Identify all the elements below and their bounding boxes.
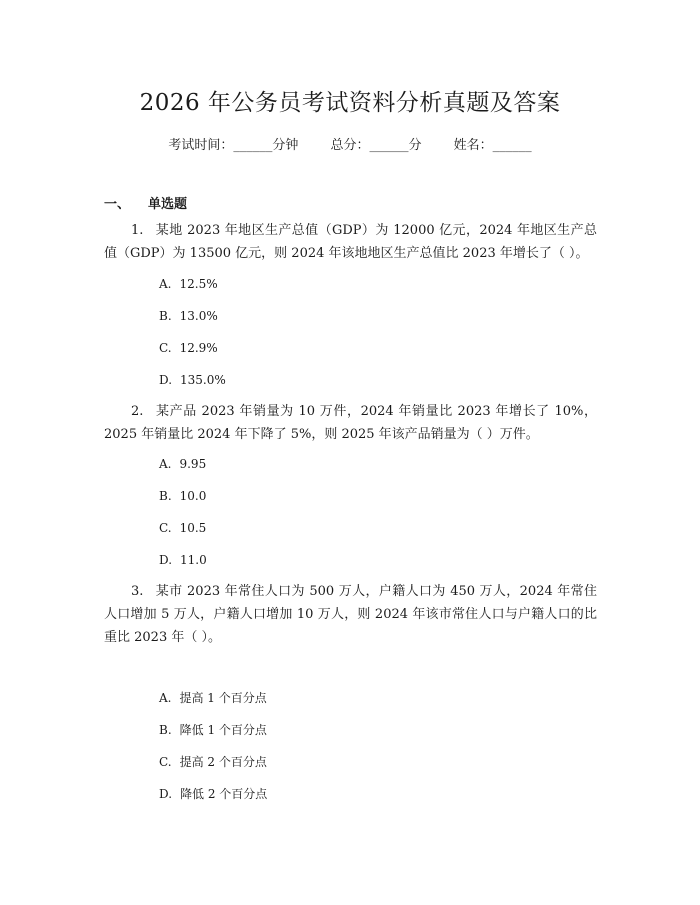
option-letter: D. xyxy=(159,787,173,801)
question-number: 3. xyxy=(131,584,144,599)
section-heading xyxy=(104,193,187,212)
question-number: 1. xyxy=(131,223,144,238)
option-letter: C. xyxy=(159,521,172,535)
exam-score-label: 总分： xyxy=(330,138,370,153)
option-letter: B. xyxy=(159,309,172,323)
option-text: 135.0% xyxy=(180,373,226,387)
question-text: 某地 2023 年地区生产总值（GDP）为 12000 亿元，2024 年地区生产总值（GDP）为 13500 亿元，则 2024 年该地地区生产总值比 2023 年增长了（ ）。 xyxy=(104,223,597,261)
page-title: 2026 年公务员考试资料分析真题及答案 xyxy=(139,90,561,116)
option-3d xyxy=(159,785,267,802)
exam-name-blank: ______ xyxy=(492,138,532,153)
question-text: 某市 2023 年常住人口为 500 万人，户籍人口为 450 万人，2024 年常住人口增加 5 万人，户籍人口增加 10 万人，则 2024 年该市常住人口与户籍人口的比重比 2023 年（ ）。 xyxy=(104,584,597,645)
option-text: 10.5 xyxy=(179,521,207,535)
exam-time xyxy=(168,138,298,153)
exam-meta xyxy=(0,134,700,153)
option-letter: D. xyxy=(159,553,173,567)
question-number: 2. xyxy=(131,404,144,419)
option-letter: C. xyxy=(159,755,172,769)
option-letter: B. xyxy=(159,489,172,503)
option-text: 提高 2 个百分点 xyxy=(179,755,267,769)
option-2b xyxy=(159,489,206,503)
exam-score-blank: ______ xyxy=(369,138,409,153)
option-1d xyxy=(159,373,226,387)
option-2c xyxy=(159,521,206,535)
option-text: 降低 2 个百分点 xyxy=(180,787,268,801)
option-text: 11.0 xyxy=(180,553,207,567)
question-2 xyxy=(104,400,597,446)
option-text: 9.95 xyxy=(179,457,207,471)
section-title: 单选题 xyxy=(148,197,188,212)
option-text: 10.0 xyxy=(179,489,207,503)
option-text: 12.9% xyxy=(179,341,218,355)
option-text: 12.5% xyxy=(179,277,218,291)
exam-time-unit: 分钟 xyxy=(272,138,299,153)
option-letter: B. xyxy=(159,723,172,737)
question-3 xyxy=(104,580,597,649)
option-letter: C. xyxy=(159,341,172,355)
option-text: 13.0% xyxy=(179,309,218,323)
option-letter: A. xyxy=(159,457,172,471)
option-3a xyxy=(159,689,267,706)
option-3c xyxy=(159,753,267,770)
option-letter: A. xyxy=(159,691,172,705)
section-number: 一、 xyxy=(104,197,131,212)
exam-time-label: 考试时间： xyxy=(168,138,234,153)
option-letter: A. xyxy=(159,277,172,291)
option-letter: D. xyxy=(159,373,173,387)
option-1b xyxy=(159,309,218,323)
exam-name-label: 姓名： xyxy=(453,138,493,153)
exam-name xyxy=(454,138,532,153)
exam-score-unit: 分 xyxy=(408,138,422,153)
option-2a xyxy=(159,457,206,471)
option-1c xyxy=(159,341,218,355)
question-1 xyxy=(104,219,597,265)
exam-time-blank: ______ xyxy=(233,138,273,153)
option-text: 降低 1 个百分点 xyxy=(179,723,267,737)
option-3b xyxy=(159,721,267,738)
option-1a xyxy=(159,277,218,291)
exam-score xyxy=(330,138,421,153)
option-2d xyxy=(159,553,207,567)
option-text: 提高 1 个百分点 xyxy=(179,691,267,705)
question-text: 某产品 2023 年销量为 10 万件，2024 年销量比 2023 年增长了 10%，2025 年销量比 2024 年下降了 5%，则 2025 年该产品销量为（ ）万件。 xyxy=(104,404,597,442)
